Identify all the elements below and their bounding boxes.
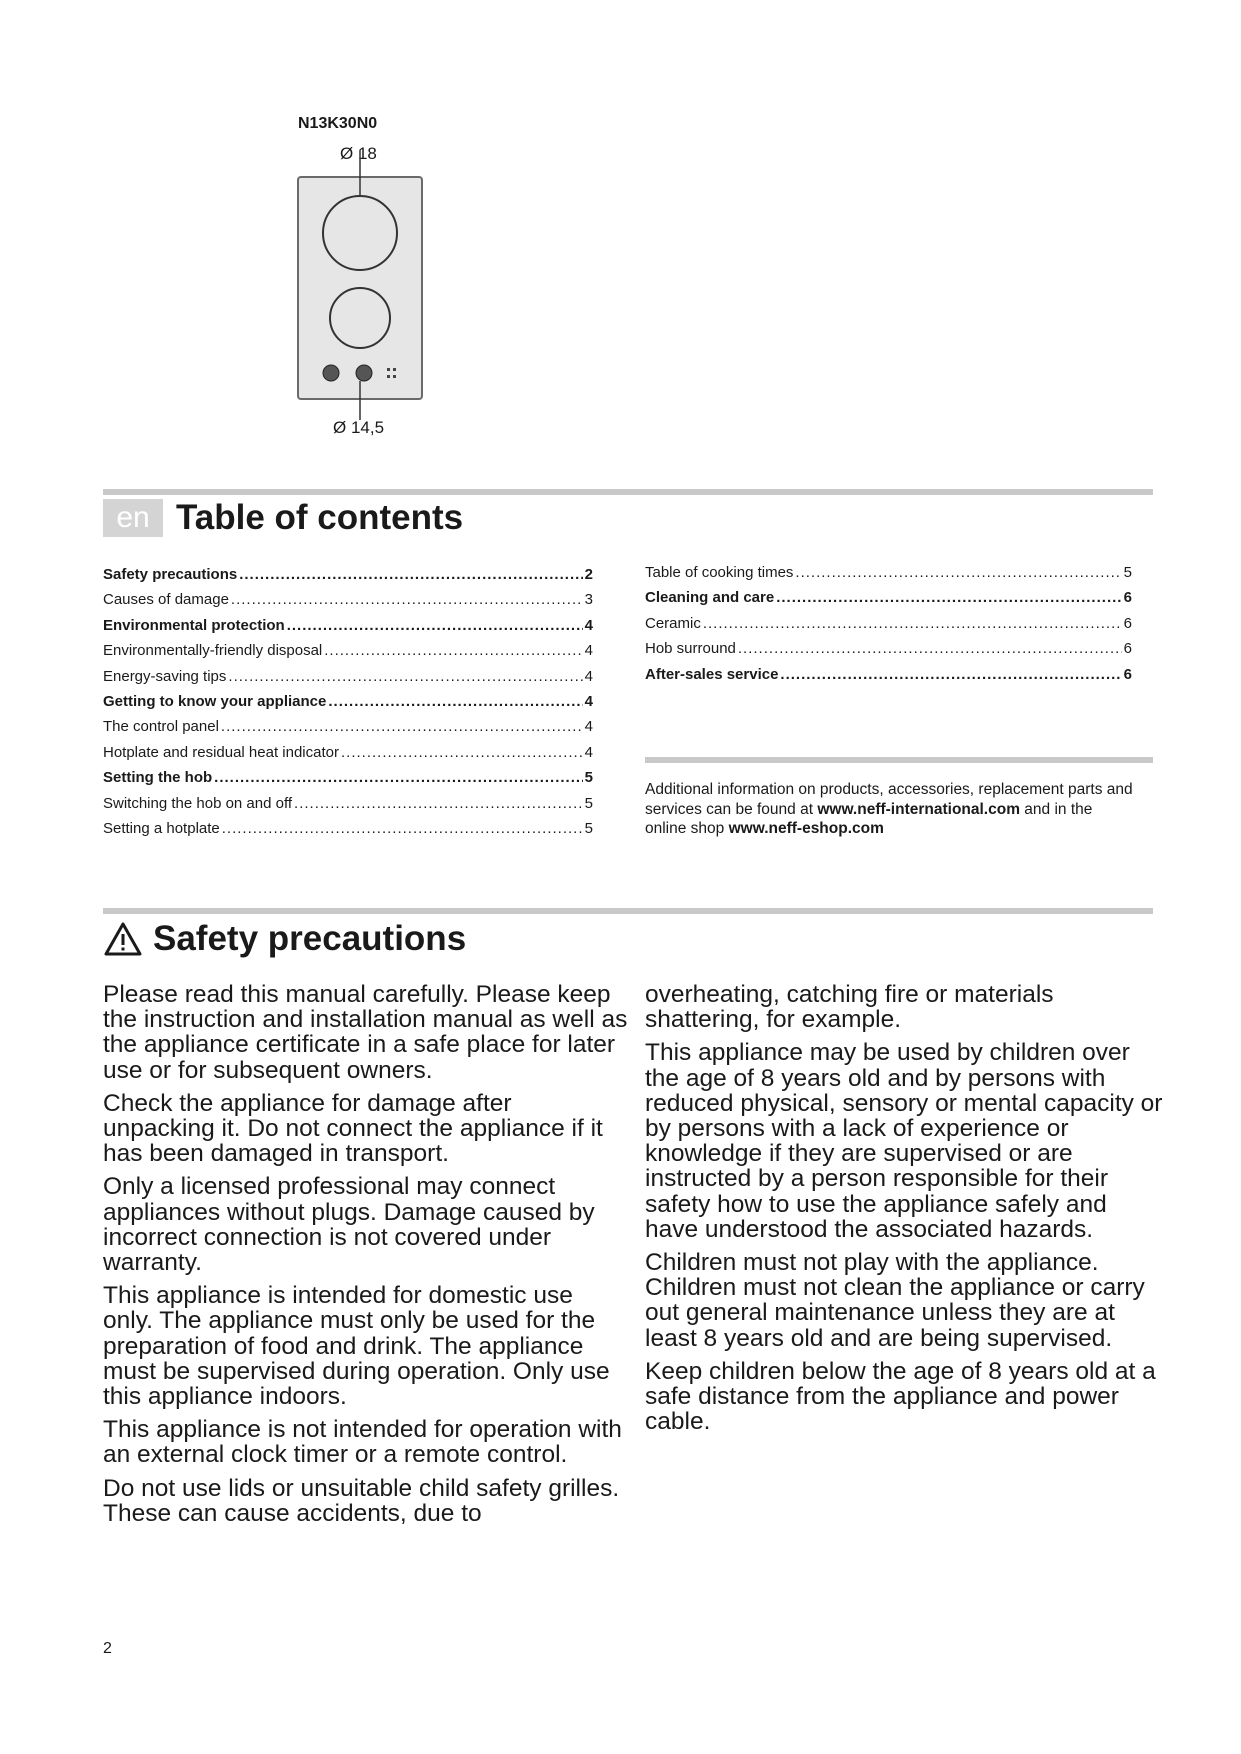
toc-entry-page: 3 [584, 591, 593, 609]
toc-leader-dots [795, 564, 1121, 581]
toc-entry[interactable] [645, 615, 1132, 640]
safety-right-column [645, 982, 1165, 1442]
toc-entry-label: Safety precautions [103, 566, 238, 583]
toc-entry-label: Table of cooking times [645, 564, 794, 581]
safety-heading [103, 917, 466, 961]
toc-entry-label: Causes of damage [103, 591, 229, 609]
page-number: 2 [103, 1640, 112, 1657]
toc-leader-dots [324, 642, 582, 659]
toc-entry-label: Environmental protection [103, 616, 285, 634]
toc-leader-dots [287, 617, 583, 634]
language-badge: en [103, 499, 163, 537]
toc-leader-dots [239, 566, 582, 583]
toc-entry[interactable] [103, 642, 593, 667]
toc-entry-label: The control panel [103, 718, 219, 736]
neff-eshop-link: www.neff-eshop.com [728, 820, 884, 837]
toc-leader-dots [328, 693, 582, 710]
toc-entry[interactable] [103, 591, 593, 616]
toc-leader-dots [222, 820, 583, 837]
section-divider [103, 908, 1153, 914]
toc-entry-page: 4 [584, 718, 593, 736]
safety-paragraph: Check the appliance for damage after unpacking it. Do not connect the appliance if it has been damaged in transport. [103, 1089, 603, 1168]
toc-entry-label: Setting the hob [103, 769, 213, 787]
warning-icon [103, 921, 143, 957]
toc-entry[interactable] [103, 693, 593, 718]
toc-leader-dots [738, 640, 1122, 657]
toc-entry-page: 4 [584, 616, 593, 634]
toc-leader-dots [703, 615, 1122, 632]
toc-entry[interactable] [103, 718, 593, 743]
toc-entry-label: Switching the hob on and off [103, 794, 293, 812]
safety-left-column [103, 982, 628, 1534]
toc-entry-label: Ceramic [645, 614, 701, 632]
toc-entry[interactable] [103, 769, 593, 794]
toc-entry-label: After-sales service [645, 665, 779, 683]
small-hotplate-diameter: Ø 14,5 [333, 418, 385, 437]
toc-entry-page: 6 [1123, 589, 1132, 607]
toc-entry-page: 5 [584, 794, 593, 812]
toc-entry[interactable] [103, 795, 593, 820]
toc-entry-label: Environmentally-friendly disposal [103, 642, 323, 660]
hob-diagram [290, 150, 430, 425]
safety-paragraph: This appliance is intended for domestic use only. The appliance must only be used for the preparation of food and drink. The appliance must be supervised during operation. Only use this appliance indoors. [103, 1282, 610, 1411]
toc-entry-label: Hob surround [645, 640, 736, 658]
toc-entry-label: Setting a hotplate [103, 819, 220, 837]
toc-entry-label: Energy-saving tips [103, 667, 227, 685]
safety-paragraph: Keep children below the age of 8 years old at a safe distance from the appliance and power cable. [645, 1357, 1156, 1436]
toc-entry[interactable] [103, 617, 593, 642]
toc-entry[interactable] [103, 820, 593, 845]
safety-paragraph: Please read this manual carefully. Please keep the instruction and installation manual as well as the appliance certificate in a safe place for later use or for subsequent owners. [103, 981, 628, 1084]
toc-entry[interactable] [103, 668, 593, 693]
toc-entry-page: 4 [584, 642, 593, 660]
model-number: N13K30N0 [298, 115, 378, 132]
toc-leader-dots [294, 795, 583, 812]
toc-entry-page: 6 [1123, 665, 1132, 683]
toc-entry-label: Cleaning and care [645, 589, 775, 607]
toc-entry[interactable] [645, 564, 1132, 589]
section-divider [103, 489, 1153, 495]
safety-paragraph: Do not use lids or unsuitable child safety grilles. These can cause accidents, due to [103, 1474, 620, 1527]
toc-entry-page: 6 [1123, 614, 1132, 632]
safety-paragraph: Only a licensed professional may connect appliances without plugs. Damage caused by incorrect connection is not covered under warranty. [103, 1173, 595, 1277]
neff-international-link: www.neff-international.com [817, 800, 1020, 818]
large-hotplate-diameter: Ø 18 [340, 144, 377, 163]
safety-paragraph: This appliance is not intended for operation with an external clock timer or a remote control. [103, 1416, 622, 1469]
toc-entry[interactable] [645, 640, 1132, 665]
toc-entry-label: Hotplate and residual heat indicator [103, 743, 339, 761]
toc-entry-page: 6 [1123, 640, 1132, 658]
toc-entry-page: 4 [584, 743, 593, 761]
toc-leader-dots [221, 718, 583, 735]
toc-entry-page: 5 [584, 819, 593, 837]
toc-leader-dots [228, 668, 582, 685]
toc-entry-label: Getting to know your appliance [103, 692, 327, 710]
toc-entry[interactable] [103, 566, 593, 591]
toc-entry-page: 5 [584, 769, 593, 787]
toc-entry-page: 5 [1123, 564, 1132, 581]
toc-entry-page: 4 [584, 667, 593, 685]
safety-paragraph: overheating, catching fire or materials shattering, for example. [645, 981, 1054, 1034]
toc-entry-page: 2 [584, 566, 593, 583]
toc-entry[interactable] [645, 589, 1132, 614]
section-divider [645, 757, 1153, 763]
toc-entry-page: 4 [584, 692, 593, 710]
toc-heading: Table of contents [176, 498, 464, 537]
additional-info: Additional information on products, accessories, replacement parts and services can be found at www.neff-international.com and in the online shop www.neff-eshop.com [645, 781, 1133, 837]
toc-leader-dots [341, 744, 583, 761]
toc-leader-dots [231, 591, 583, 608]
toc-leader-dots [776, 589, 1121, 606]
toc-right-column [645, 564, 1132, 691]
toc-leader-dots [780, 666, 1121, 683]
toc-entry[interactable] [103, 744, 593, 769]
safety-paragraph: Children must not play with the appliance. Children must not clean the appliance or carry out general maintenance unless they are at least 8 years old and are being supervised. [645, 1249, 1145, 1352]
safety-paragraph: This appliance may be used by children over the age of 8 years old and by persons with reduced physical, sensory or mental capacity or by persons with a lack of experience or knowledge if they are supervised or are instructed by a person responsible for their safety how to use the appliance safely and have understood the associated hazards. [645, 1039, 1163, 1243]
toc-leader-dots [214, 769, 583, 786]
safety-heading-text: Safety precautions [153, 919, 467, 958]
toc-entry[interactable] [645, 666, 1132, 691]
toc-left-column [103, 566, 593, 845]
